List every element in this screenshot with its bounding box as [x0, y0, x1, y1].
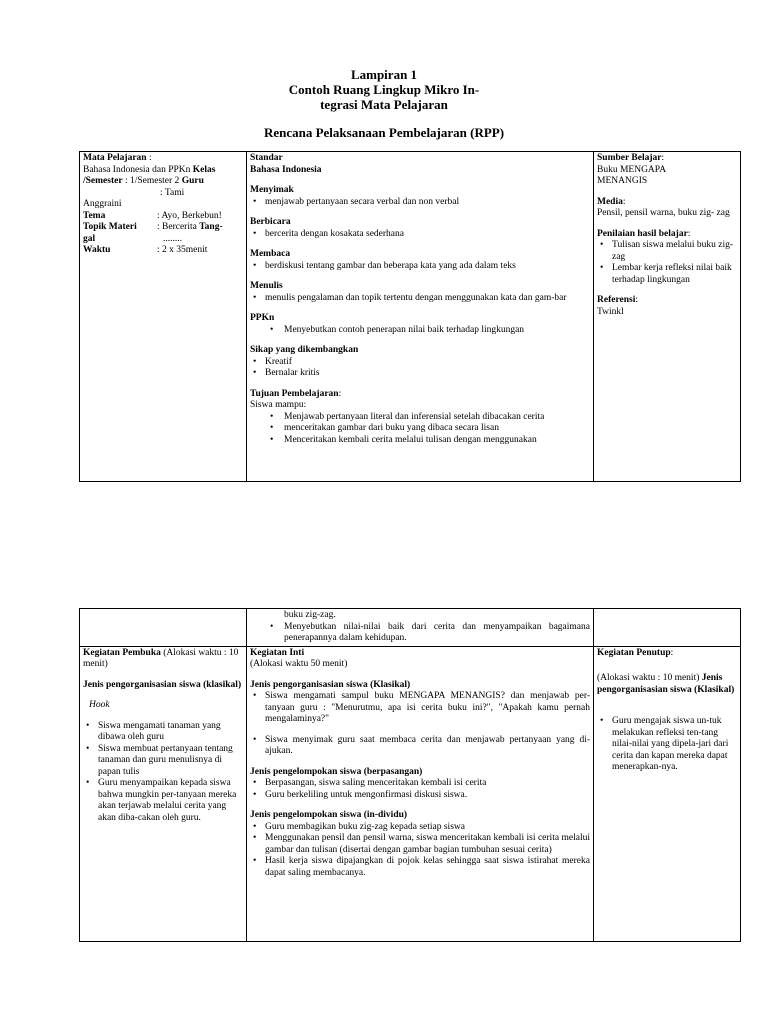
reference-label: Referensi: [597, 295, 636, 305]
lesson-plan-table-1: [79, 151, 741, 482]
closing-activity-cell: Kegiatan Penutup: (Alokasi waktu : 10 menit) Jenis pengorganisasian siswa (Klasikal) • Guru mengajak siswa un-tuk melakukan refleksi ten-tang nilai-nilai yang dipela-jari dari cerita dan kapan mereka dapat menerapkan-nya.: [594, 646, 741, 941]
list-item: • Menggunakan pensil dan pensil warna, siswa menceritakan kembali isi cerita melalui gambar dan tulisan (disertai dengan gambar bagian tumbuhan sesuai cerita): [250, 833, 590, 856]
media-label: Media: [597, 196, 623, 207]
closing-time: (Alokasi waktu : 10 menit): [597, 673, 700, 683]
list-item: • Hasil kerja siswa dipajangkan di pojok kelas sehingga saat siswa istirahat mereka dapat saling membacanya.: [250, 856, 590, 879]
standard-value: Bahasa Indonesia: [250, 164, 322, 175]
objectives-intro: Siswa mampu:: [250, 400, 307, 410]
attitude-heading: Sikap yang dikembangkan: [250, 345, 359, 355]
subject-label: Mata Pelajaran: [83, 153, 147, 163]
empty-cell: [594, 609, 741, 647]
listening-heading: Menyimak: [250, 185, 294, 195]
teacher-value: : Tami: [160, 187, 185, 198]
list-item: • Berpasangan, siswa saling menceritakan kembali isi cerita: [250, 778, 590, 790]
appendix-title-line2: tegrasi Mata Pelajaran: [320, 97, 448, 112]
closing-heading: Kegiatan Penutup: [597, 647, 671, 658]
list-item: • menulis pengalaman dan topik tertentu dengan menggunakan kata dan gam-bar: [250, 293, 590, 305]
reference-value: Twinkl: [597, 306, 624, 317]
list-item: • Menjawab pertanyaan literal dan inferensial setelah dibacakan cerita: [250, 412, 590, 424]
date-label: Tang-: [199, 222, 223, 232]
objectives-continued-cell: [247, 609, 594, 647]
list-item: • menjawab pertanyaan secara verbal dan non verbal: [250, 197, 590, 209]
reading-heading: Membaca: [250, 249, 291, 259]
subject-value: Bahasa Indonesia dan PPKn: [83, 164, 191, 175]
topic-value: : Bercerita: [157, 222, 197, 232]
list-item: • Siswa mengamati tanaman yang dibawa oleh guru: [83, 721, 243, 744]
list-item: • Guru menyampaikan kepada siswa bahwa mungkin per-tanyaan mereka akan terjawab melalui cerita yang akan diba-cakan oleh guru.: [83, 778, 243, 824]
speaking-heading: Berbicara: [250, 217, 291, 227]
appendix-number: Lampiran 1: [350, 67, 418, 82]
theme-label: Tema: [83, 210, 106, 221]
opening-heading: Kegiatan Pembuka: [83, 647, 161, 658]
list-item: • Kreatif: [250, 357, 590, 369]
list-item: • Menyebutkan nilai-nilai baik dari cerita dan menyampaikan bagaimana penerapannya dalam kehidupan.: [250, 622, 590, 645]
lesson-plan-table-2: [79, 608, 741, 942]
list-item: • menceritakan gambar dari buku yang dibaca secara lisan: [250, 423, 590, 435]
ppkn-heading: PPKn: [250, 313, 275, 323]
list-item: • Guru mengajak siswa un-tuk melakukan refleksi ten-tang nilai-nilai yang dipela-jari dari cerita dan kapan mereka dapat menerapkan-nya.: [597, 716, 737, 774]
list-item: • Tulisan siswa melalui buku zig-zag: [597, 240, 737, 263]
semester-value: : 1/Semester 2: [124, 176, 180, 186]
assessment-label: Penilaian hasil belajar: [597, 228, 688, 239]
core-grouping-2: Jenis pengelompokan siswa (berpasangan): [250, 766, 423, 777]
empty-cell: [80, 609, 247, 647]
resources-label: Sumber Belajar: [597, 153, 662, 163]
list-item: • berdiskusi tentang gambar dan beberapa kata yang ada dalam teks: [250, 261, 590, 273]
core-time: (Alokasi waktu 50 menit): [250, 659, 348, 669]
appendix-heading: [0, 67, 768, 112]
list-item-continued: buku zig-zag.: [284, 610, 336, 620]
writing-heading: Menulis: [250, 281, 283, 291]
standard-label: Standar: [250, 153, 283, 163]
time-label: Waktu: [83, 245, 111, 255]
core-grouping-1: Jenis pengorganisasian siswa (Klasikal): [250, 679, 411, 690]
opening-activity-cell: [80, 646, 247, 941]
list-item: • Lembar kerja refleksi nilai baik terhadap lingkungan: [597, 263, 737, 286]
document-title: Rencana Pelaksanaan Pembelajaran (RPP): [263, 125, 505, 140]
media-value: Pensil, pensil warna, buku zig- zag: [597, 208, 730, 218]
list-item: • Guru berkeliling untuk mengonfirmasi diskusi siswa.: [250, 790, 590, 802]
list-item: • Siswa membuat pertanyaan tentang tanaman dan guru menulisnya di papan tulis: [83, 744, 243, 779]
topic-label: Topik Materi: [83, 222, 137, 232]
class-label: Kelas: [192, 164, 216, 175]
time-value: : 2 x 35menit: [157, 245, 208, 255]
teacher-label: Guru: [181, 176, 204, 186]
core-heading: Kegiatan Inti: [250, 647, 305, 658]
closing-grouping: Jenis pengorganisasian siswa (Klasikal): [597, 673, 735, 695]
date-value: ........: [163, 233, 182, 244]
resources-value-2: MENANGIS: [597, 176, 648, 186]
opening-grouping: Jenis pengorganisasian siswa (klasikal): [83, 679, 242, 690]
list-item: • Guru membagikan buku zig-zag kepada setiap siswa: [250, 822, 590, 834]
list-item: • bercerita dengan kosakata sederhana: [250, 229, 590, 241]
appendix-title-line1: Contoh Ruang Lingkup Mikro In-: [288, 82, 480, 97]
subject-sep: :: [146, 153, 152, 163]
core-grouping-3: Jenis pengelompokan siswa (in-dividu): [250, 810, 408, 820]
resources-cell: Sumber Belajar: Buku MENGAPA MENANGIS Media: Pensil, pensil warna, buku zig- zag Penilaian hasil belajar: • Tulisan siswa melalui buku zig-zag • Lembar kerja refleksi nilai baik terhadap lingkungan Referensi: Twinkl: [594, 152, 741, 482]
list-item: • Siswa menyimak guru saat membaca cerita dan menjawab pertanyaan yang di-ajukan.: [250, 735, 590, 758]
theme-value: : Ayo, Berkebun!: [157, 210, 222, 221]
standards-cell: Standar Bahasa Indonesia Menyimak • menjawab pertanyaan secara verbal dan non verbal Berbicara • bercerita dengan kosakata sederhana Membaca • berdiskusi tentang gambar dan beberapa kata yang ada dalam teks Menulis • menulis pengalaman dan topik tertentu dengan menggunakan kata dan gam-bar PPKn • Menyebutkan contoh penerapan nilai baik terhadap lingkungan Sikap yang dikembangkan • Kreatif • Bernalar kritis Tujuan Pembelajaran: Siswa mampu: • Menjawab pertanyaan literal dan inferensial setelah dibacakan cerita • menceritakan gambar dari buku yang dibaca secara lisan • Menceritakan kembali cerita melalui tulisan dengan menggunakan: [247, 152, 594, 482]
list-item: • Menceritakan kembali cerita melalui tulisan dengan menggunakan: [250, 435, 590, 447]
resources-value-1: Buku MENGAPA: [597, 164, 667, 175]
list-item: • Siswa mengamati sampul buku MENGAPA MENANGIS? dan menjawab per-tanyaan guru : "Menurutmu, apa isi cerita buku ini?", "Apakah kamu pernah mengalaminya?": [250, 691, 590, 726]
list-item: • Bernalar kritis: [250, 368, 590, 380]
list-item: • Menyebutkan contoh penerapan nilai baik terhadap lingkungan: [250, 325, 590, 337]
core-activity-cell: [247, 646, 594, 941]
teacher-value-2: Anggraini: [83, 199, 122, 209]
date-label-cont: gal: [83, 233, 96, 244]
opening-time: (Alokasi waktu : 10 menit): [83, 647, 239, 669]
hook-label: Hook: [89, 700, 110, 710]
subject-info-cell: [80, 152, 247, 482]
semester-label: /Semester: [83, 176, 123, 186]
objectives-heading: Tujuan Pembelajaran: [250, 388, 339, 399]
